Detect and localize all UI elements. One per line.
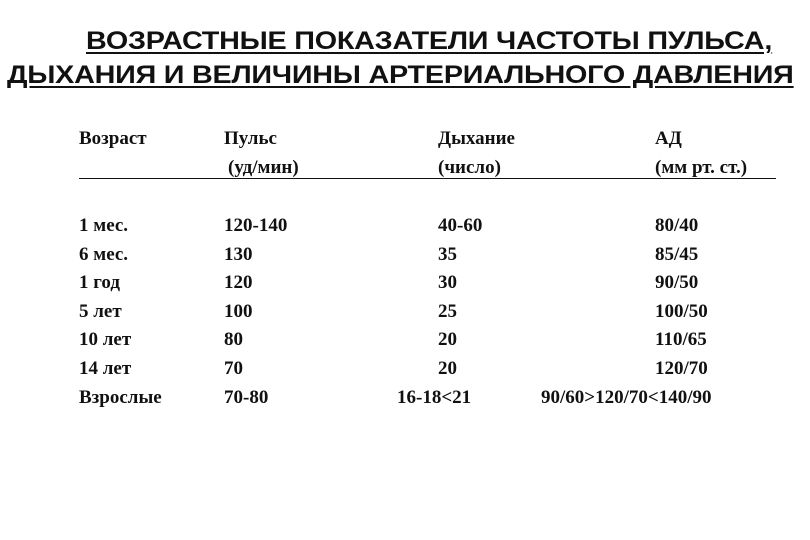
- cell-breath: 25: [438, 301, 457, 322]
- cell-pulse: 130: [224, 244, 253, 265]
- cell-age: 1 мес.: [79, 215, 129, 236]
- header-pulse: Пульс: [224, 128, 277, 149]
- cell-age: 6 мес.: [79, 244, 129, 265]
- header-underline: [79, 178, 776, 179]
- cell-age: 14 лет: [79, 358, 132, 379]
- cell-breath: 20: [438, 329, 457, 350]
- cell-age: Взрослые: [79, 387, 162, 408]
- cell-bp: 100/50: [655, 301, 708, 322]
- cell-breath: 35: [438, 244, 457, 265]
- header-bp-unit: (мм рт. ст.): [655, 157, 748, 178]
- cell-age: 10 лет: [79, 329, 132, 350]
- cell-pulse: 100: [224, 301, 253, 322]
- cell-pulse: 70: [224, 358, 243, 379]
- cell-bp: 90/50: [655, 272, 699, 293]
- cell-age: 1 год: [79, 272, 120, 293]
- header-breath: Дыхание: [438, 128, 515, 149]
- title-line-2: ДЫХАНИЯ И ВЕЛИЧИНЫ АРТЕРИАЛЬНОГО ДАВЛЕНИЯ: [7, 61, 794, 89]
- header-breath-unit: (число): [438, 157, 501, 178]
- cell-bp: 110/65: [655, 329, 707, 350]
- cell-bp: 85/45: [655, 244, 699, 265]
- cell-pulse: 80: [224, 329, 243, 350]
- cell-breath: 16-18<21: [397, 387, 472, 408]
- header-bp: АД: [655, 128, 682, 149]
- cell-bp: 80/40: [655, 215, 699, 236]
- cell-bp: 90/60>120/70<140/90: [541, 387, 712, 408]
- cell-breath: 20: [438, 358, 457, 379]
- cell-age: 5 лет: [79, 301, 122, 322]
- header-pulse-unit: (уд/мин): [228, 157, 299, 178]
- title-line-1: ВОЗРАСТНЫЕ ПОКАЗАТЕЛИ ЧАСТОТЫ ПУЛЬСА,: [86, 27, 773, 55]
- header-age: Возраст: [79, 128, 147, 149]
- cell-bp: 120/70: [655, 358, 708, 379]
- cell-pulse: 120-140: [224, 215, 288, 236]
- cell-breath: 30: [438, 272, 457, 293]
- cell-breath: 40-60: [438, 215, 483, 236]
- cell-pulse: 120: [224, 272, 253, 293]
- cell-pulse: 70-80: [224, 387, 269, 408]
